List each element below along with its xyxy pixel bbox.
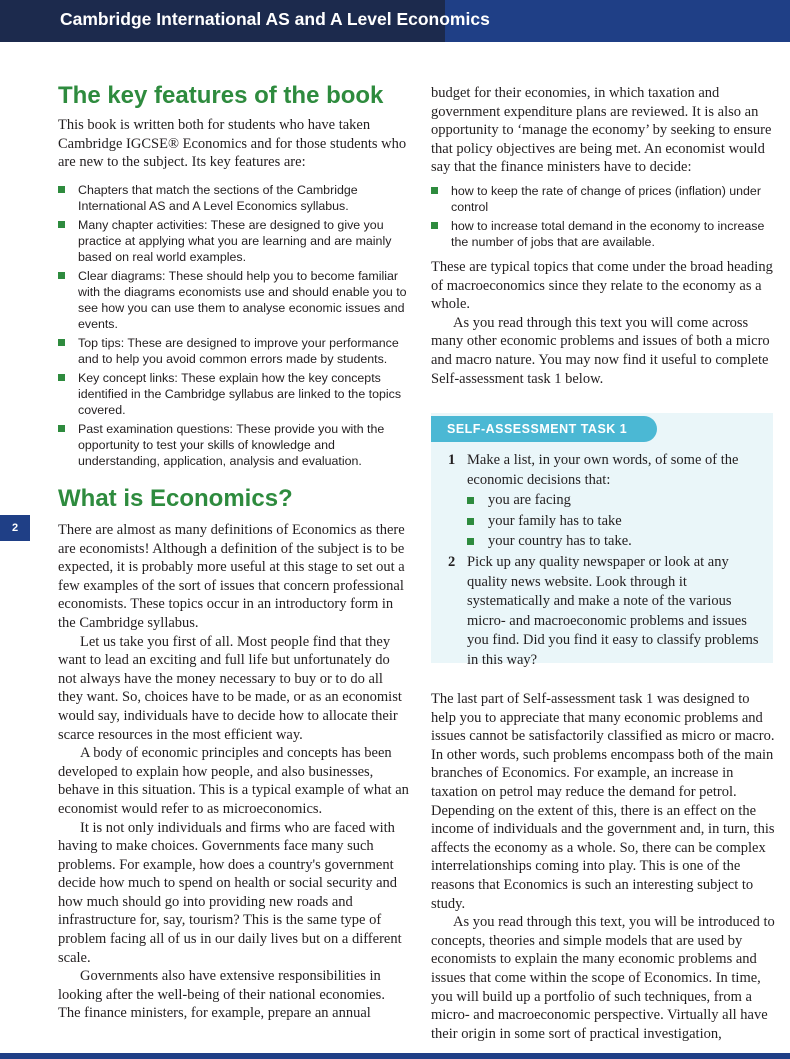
header-accent [445,0,790,42]
square-bullet-icon [467,518,474,525]
list-item: Many chapter activities: These are designed to give you practice at applying what you are learning and are mainly based on real world examples. [58,217,410,265]
what-is-heading: What is Economics? [58,485,293,512]
list-item: how to keep the rate of change of prices (inflation) under control [431,183,777,215]
key-features-list [58,182,410,469]
square-bullet-icon [58,425,65,432]
paragraph: It is not only individuals and firms who are faced with having to make choices. Governments face many such problems. For example, how does a country's government decide how much to spend on health or social security and how much should go into providing new roads and infrastructure for, say, tourism? This is the same type of problem facing all of us in our daily lives but on a different scale. [58,819,402,966]
list-item: your country has to take. [467,531,767,552]
question-number: 1 [448,452,456,468]
square-bullet-icon [431,222,438,229]
square-bullet-icon [467,497,474,504]
task-question-2 [448,553,767,670]
paragraph: budget for their economies, in which taxation and government expenditure plans are reviewed. It is also an opportunity to ‘manage the economy’ by seeking to ensure that policy objectives are being met. An economist would say that the finance ministers have to decide: [431,85,772,176]
right-column-top [431,84,777,388]
question-number: 2 [448,554,456,570]
question-text: Pick up any quality newspaper or look at any quality news website. Look through it systematically and make a note of the various micro- and macroeconomic problems and issues you find. Did you find it easy to classify problems in this way? [467,554,759,668]
list-item: your family has to take [467,511,767,532]
bottom-bar [0,1053,790,1059]
paragraph: The last part of Self-assessment task 1 was designed to help you to appreciate that many economic problems and issues cannot be satisfactorily classified as micro or macro. In other words, such problems encompass both of the main branches of Economics. For example, an increase in taxation on petrol may reduce the demand for petrol. Depending on the extent of this, there is an effect on the income of individuals and the government and, in turn, this affects the economy as a whole. So, there can be complex interrelationships coming into play. This is one of the reasons that Economics is such an interesting subject to study. [431,691,775,912]
key-features-heading: The key features of the book [58,82,384,109]
paragraph: Let us take you first of all. Most people find that they want to lead an exciting and full life but unfortunately do not always have the money necessary to buy or to do all they want. So, choices have to be made, or as an economist would say, individuals have to decide how to allocate their scarce resources in the most efficient way. [58,633,402,743]
left-column [58,82,410,472]
square-bullet-icon [467,538,474,545]
paragraph: A body of economic principles and concepts has been developed to explain how people, and also businesses, behave in this situation. This is a typical example of what an economist would refer to as microeconomics. [58,745,409,817]
paragraph: There are almost as many definitions of Economics as there are economists! Although a definition of the subject is to be expected, it is probably more useful at this stage to set out a few examples of the sort of issues that concern professional economists. These topics occur in an introductory form in the Cambridge syllabus. [58,522,405,631]
what-is-section [58,485,410,1023]
right-column-bottom [431,690,777,1043]
square-bullet-icon [58,339,65,346]
square-bullet-icon [431,187,438,194]
paragraph: These are typical topics that come under the broad heading of macroeconomics since they relate to the economy as a whole. [431,258,773,313]
task-sub-list [467,490,767,552]
square-bullet-icon [58,186,65,193]
list-item: Key concept links: These explain how the key concepts identified in the Cambridge syllabus are linked to the topics covered. [58,370,410,418]
list-item: Top tips: These are designed to improve your performance and to help you avoid common errors made by students. [58,335,410,367]
paragraph: As you read through this text you will come across many other economic problems and issues of both a micro and macro nature. You may now find it useful to complete Self-assessment task 1 below. [431,314,770,387]
self-assessment-label: SELF-ASSESSMENT TASK 1 [431,416,657,442]
question-text: Make a list, in your own words, of some of the economic decisions that: [467,452,739,488]
square-bullet-icon [58,272,65,279]
list-item: Chapters that match the sections of the Cambridge International AS and A Level Economics syllabus. [58,182,410,214]
page-number: 2 [0,515,30,541]
decision-list [431,183,777,250]
list-item: Past examination questions: These provide you with the opportunity to test your skills of knowledge and understanding, application, analysis and evaluation. [58,421,410,469]
square-bullet-icon [58,374,65,381]
list-item: you are facing [467,490,767,511]
list-item: Clear diagrams: These should help you to become familiar with the diagrams economists use and should enable you to see how you can use them to analyse economic issues and events. [58,268,410,332]
paragraph: As you read through this text, you will be introduced to concepts, theories and simple models that are used by economists to explain the many economic problems and issues that come within the scope of Economics. In time, you will build up a portfolio of such techniques, from a micro- and macroeconomic perspective. Virtually all have their origin in some sort of practical investigation, [431,914,775,1042]
key-features-intro: This book is written both for students who have taken Cambridge IGCSE® Economics and for those students who are new to the subject. Its key features are: [58,117,407,171]
list-item: how to increase total demand in the economy to increase the number of jobs that are available. [431,218,777,250]
paragraph: Governments also have extensive responsibilities in looking after the well-being of their national economies. The finance ministers, for example, prepare an annual [58,968,385,1022]
square-bullet-icon [58,221,65,228]
book-title: Cambridge International AS and A Level Economics [60,9,490,29]
task-question-1 [448,451,767,552]
